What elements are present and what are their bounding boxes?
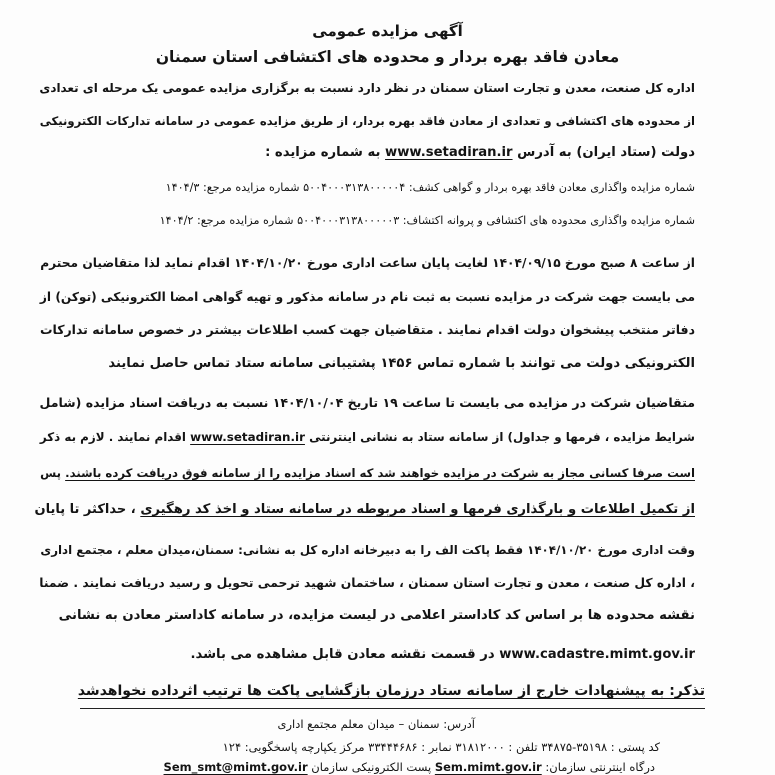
body-line: متقاضیان شرکت در مزایده می بایست تا ساعت ۱۹ تاریخ ۱۴۰۴/۱۰/۰۴ نسبت به دریافت اسناد مزایده (شامل <box>39 395 695 410</box>
footer-site-label: درگاه اینترنتی سازمان: <box>545 760 655 774</box>
eligibility-notice: است صرفا کسانی مجاز به شرکت در مزایده خواهند شد که اسناد مزایده را از سامانه فوق دریافت کرده باشند. <box>65 466 695 480</box>
documents-line <box>40 427 695 447</box>
body-line: دفاتر منتخب پیشخوان دولت اقدام نمایند . متقاضیان جهت کسب اطلاعات بیشتر در خصوص سامانه تدارکات <box>39 322 695 337</box>
upload-tail: ، حداکثر تا پایان <box>34 502 136 517</box>
intro-line: از محدوده های اکتشافی و تعدادی از معادن فاقد بهره بردار، از طریق مزایده عمومی در سامانه تدارکات الکترونیکی <box>39 114 695 128</box>
setad-line-before: دولت (ستاد ایران) به آدرس <box>517 145 695 160</box>
footer-contacts <box>164 757 655 775</box>
body-line: نقشه محدوده ها بر اساس کد کاداستر اعلامی در لیست مزایده، در سامانه کاداستر معادن به نشانی <box>58 608 695 623</box>
body-line: الکترونیکی دولت می توانند با شماره تماس ۱۴۵۶ پشتیبانی سامانه ستاد تماس حاصل نمایند <box>108 356 695 371</box>
cadastre-line-after: در قسمت نقشه معادن قابل مشاهده می باشد. <box>190 647 495 662</box>
auction-number-exploration: شماره مزایده واگذاری محدوده های اکتشافی و پروانه اکتشاف: ۵۰۰۴۰۰۰۳۱۳۸۰۰۰۰۰۳ شماره مزایده مرجع: ۱۴۰۴/۲ <box>159 214 695 227</box>
setad-link[interactable]: www.setadiran.ir <box>385 145 513 160</box>
setad-link[interactable]: www.setadiran.ir <box>190 430 305 444</box>
documents-line-before: شرایط مزایده ، فرمها و جداول) از سامانه ستاد به نشانی اینترنتی <box>309 430 695 444</box>
footer-site-link[interactable]: Sem.mimt.gov.ir <box>434 760 542 774</box>
body-line: می بایست جهت شرکت در مزایده نسبت به ثبت نام در سامانه مذکور و تهیه گواهی امضا الکترونیکی (توکن) از <box>39 290 695 304</box>
footer-address: آدرس: سمنان – میدان معلم مجتمع اداری <box>277 717 475 731</box>
documents-line-after: اقدام نمایند . لازم به ذکر <box>39 430 186 444</box>
setad-address-line <box>265 143 695 163</box>
footer-email-label: پست الکترونیکی سازمان <box>311 760 432 774</box>
notice-title: آگهی مزایده عمومی <box>312 22 463 40</box>
footer-email-link[interactable]: Sem_smt@mimt.gov.ir <box>163 760 308 774</box>
cadastre-line <box>190 645 695 665</box>
notice-subtitle: معادن فاقد بهره بردار و محدوده های اکتشافی استان سمنان <box>155 48 620 66</box>
upload-line <box>35 500 696 520</box>
body-line: از ساعت ۸ صبح مورخ ۱۴۰۴/۰۹/۱۵ لغایت پایان ساعت اداری مورخ ۱۴۰۴/۱۰/۲۰ اقدام نماید لذا متقاضیان محترم <box>40 256 695 270</box>
footer-postal: کد پستی : ۳۵۱۹۸-۳۴۸۷۵ تلفن : ۳۱۸۱۲۰۰۰ نمابر : ۳۳۴۴۴۶۸۶ مرکز یکپارچه پاسخگویی: ۱۲۴ <box>222 740 660 754</box>
eligibility-line <box>40 463 695 483</box>
eligibility-tail: پس <box>40 466 62 480</box>
cadastre-link[interactable]: www.cadastre.mimt.gov.ir <box>499 647 695 662</box>
body-line: وقت اداری مورخ ۱۴۰۴/۱۰/۲۰ فقط پاکت الف را به دبیرخانه اداره کل به نشانی: سمنان،میدان معلم ، مجتمع اداری <box>40 543 695 557</box>
setad-line-after: به شماره مزایده : <box>265 145 381 160</box>
footer-divider <box>80 708 705 709</box>
intro-line: اداره کل صنعت، معدن و تجارت استان سمنان در نظر دارد نسبت به برگزاری مزایده عمومی یک مرحله ای تعدادی <box>39 81 695 95</box>
body-line: ، اداره کل صنعت ، معدن و تجارت استان سمنان ، ساختمان شهید ترحمی تحویل و رسید دریافت نمایند . ضمنا <box>39 576 695 590</box>
reminder-note: تذکر: به پیشنهادات خارج از سامانه ستاد درزمان بازگشایی پاکت ها ترتیب اثرداده نخواهدشد <box>77 683 705 699</box>
upload-instruction: از تکمیل اطلاعات و بارگذاری فرمها و اسناد مربوطه در سامانه ستاد و اخذ کد رهگیری <box>140 502 695 517</box>
auction-number-mines: شماره مزایده واگذاری معادن فاقد بهره بردار و گواهی کشف: ۵۰۰۴۰۰۰۳۱۳۸۰۰۰۰۰۴ شماره مزایده مرجع: ۱۴۰۴/۳ <box>165 181 695 194</box>
